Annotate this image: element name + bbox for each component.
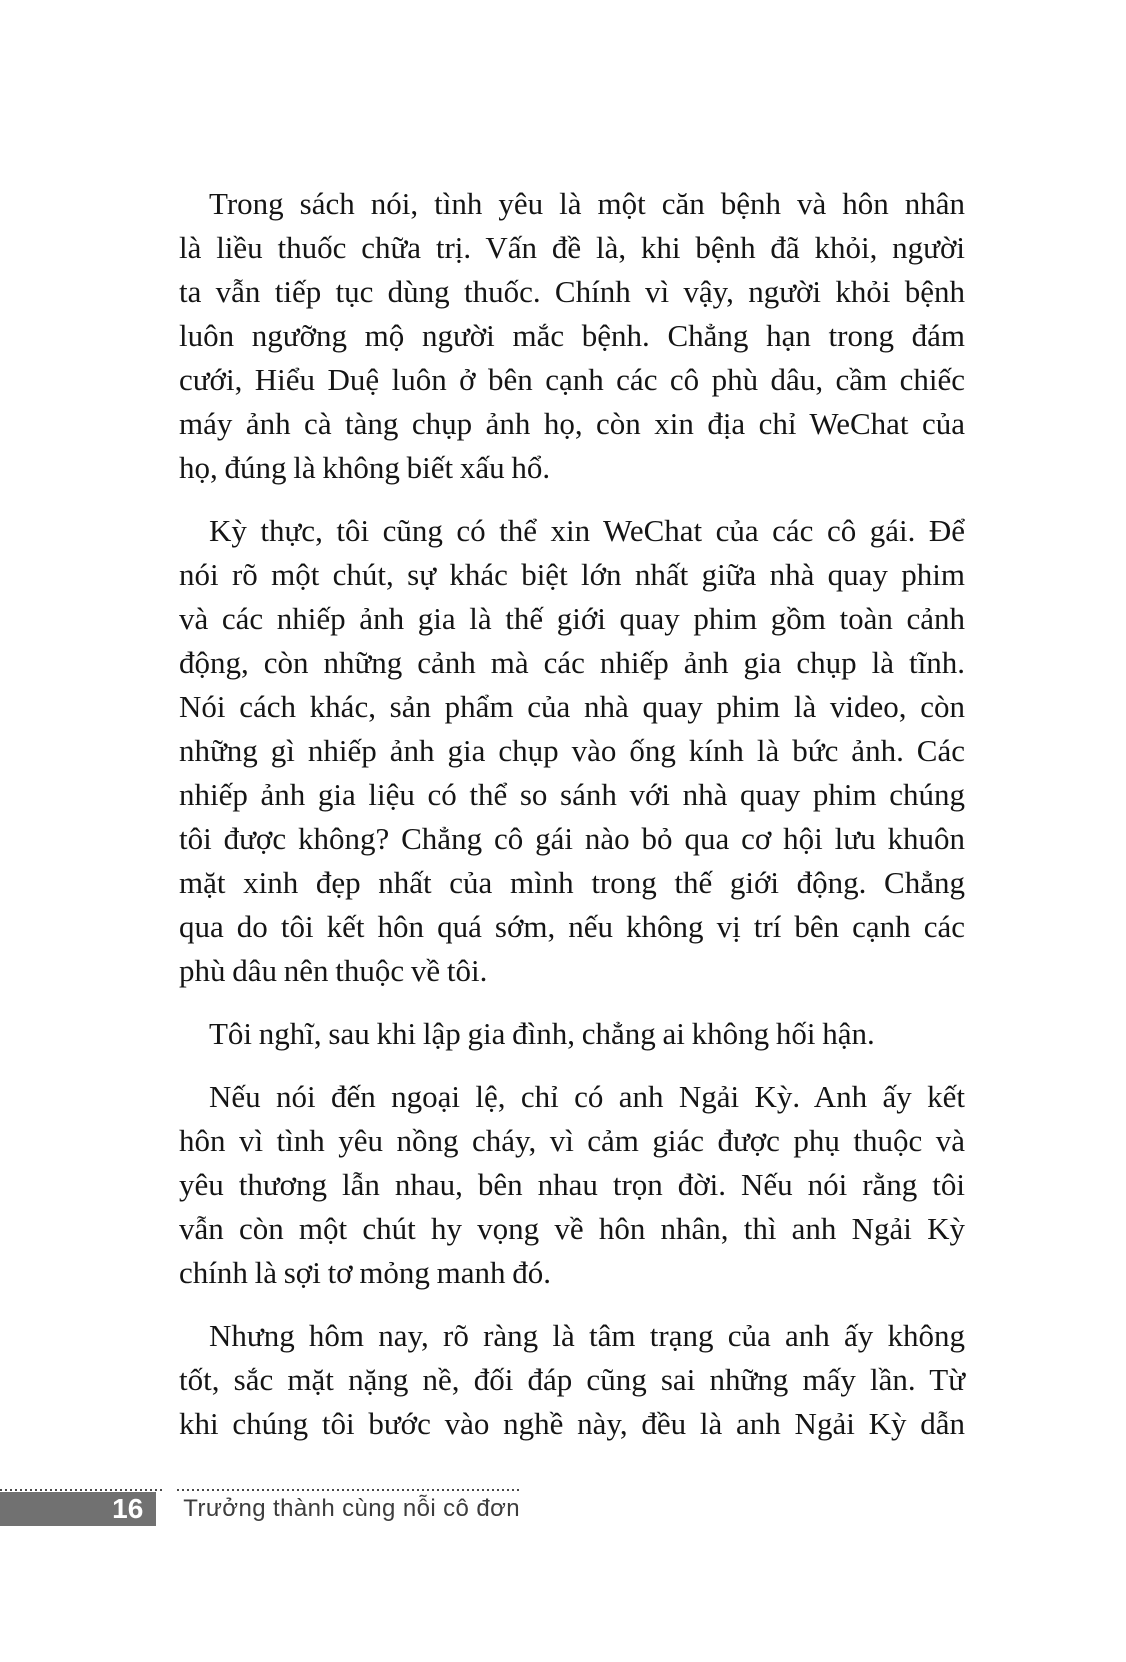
text-line: cưới, Hiểu Duệ luôn ở bên cạnh các cô phù dâu, cầm chiếc (179, 362, 965, 397)
text-line: Tôi nghĩ, sau khi lập gia đình, chẳng ai không hối hận. (209, 1016, 875, 1051)
text-line: là liều thuốc chữa trị. Vấn đề là, khi bệnh đã khỏi, người (179, 230, 965, 265)
text-line: luôn ngưỡng mộ người mắc bệnh. Chẳng hạn trong đám (179, 318, 965, 353)
text-line: khi chúng tôi bước vào nghề này, đều là anh Ngải Kỳ dẫn (179, 1406, 965, 1441)
text-line: máy ảnh cà tàng chụp ảnh họ, còn xin địa chỉ WeChat của (179, 406, 965, 441)
footer-dotted-rule (0, 1489, 520, 1492)
text-line: mặt xinh đẹp nhất của mình trong thế giới động. Chẳng (179, 865, 965, 900)
text-line: Nếu nói đến ngoại lệ, chỉ có anh Ngải Kỳ. Anh ấy kết (209, 1079, 965, 1114)
footer-row (0, 1492, 520, 1526)
text-line: Nói cách khác, sản phẩm của nhà quay phim là video, còn (179, 689, 965, 724)
text-line: ta vẫn tiếp tục dùng thuốc. Chính vì vậy, người khỏi bệnh (179, 274, 965, 309)
dotted-rule-segment (0, 1489, 164, 1491)
text-line: và các nhiếp ảnh gia là thế giới quay phim gồm toàn cảnh (179, 601, 965, 636)
text-line: động, còn những cảnh mà các nhiếp ảnh gia chụp là tĩnh. (179, 645, 965, 680)
paragraph (179, 1075, 965, 1295)
text-line: hôn vì tình yêu nồng cháy, vì cảm giác được phụ thuộc và (179, 1123, 965, 1158)
paragraph (179, 1314, 965, 1446)
text-line: phù dâu nên thuộc về tôi. (179, 953, 488, 988)
page-number: 16 (112, 1493, 144, 1524)
text-line: những gì nhiếp ảnh gia chụp vào ống kính là bức ảnh. Các (179, 733, 965, 768)
paragraph (179, 509, 965, 993)
paragraph (179, 182, 965, 490)
footer (0, 1489, 520, 1526)
text-line: vẫn còn một chút hy vọng về hôn nhân, thì anh Ngải Kỳ (179, 1211, 965, 1246)
text-line: Nhưng hôm nay, rõ ràng là tâm trạng của anh ấy không (209, 1318, 965, 1353)
text-line: Trong sách nói, tình yêu là một căn bệnh và hôn nhân (209, 186, 965, 221)
dotted-rule-segment (177, 1489, 520, 1491)
text-line: tốt, sắc mặt nặng nề, đối đáp cũng sai những mấy lần. Từ (179, 1362, 965, 1397)
page-number-badge (0, 1492, 156, 1526)
text-line: tôi được không? Chẳng cô gái nào bỏ qua cơ hội lưu khuôn (179, 821, 965, 856)
text-line: yêu thương lẫn nhau, bên nhau trọn đời. Nếu nói rằng tôi (179, 1167, 965, 1202)
text-line: qua do tôi kết hôn quá sớm, nếu không vị trí bên cạnh các (179, 909, 965, 944)
text-line: nhiếp ảnh gia liệu có thể so sánh với nhà quay phim chúng (179, 777, 965, 812)
text-line: chính là sợi tơ mỏng manh đó. (179, 1255, 552, 1290)
body-text (179, 182, 965, 1465)
text-line: họ, đúng là không biết xấu hổ. (179, 450, 551, 485)
book-title: Trưởng thành cùng nỗi cô đơn (183, 1495, 520, 1522)
text-line: nói rõ một chút, sự khác biệt lớn nhất giữa nhà quay phim (179, 557, 965, 592)
paragraph (179, 1012, 965, 1056)
text-line: Kỳ thực, tôi cũng có thể xin WeChat của các cô gái. Để (209, 513, 965, 548)
